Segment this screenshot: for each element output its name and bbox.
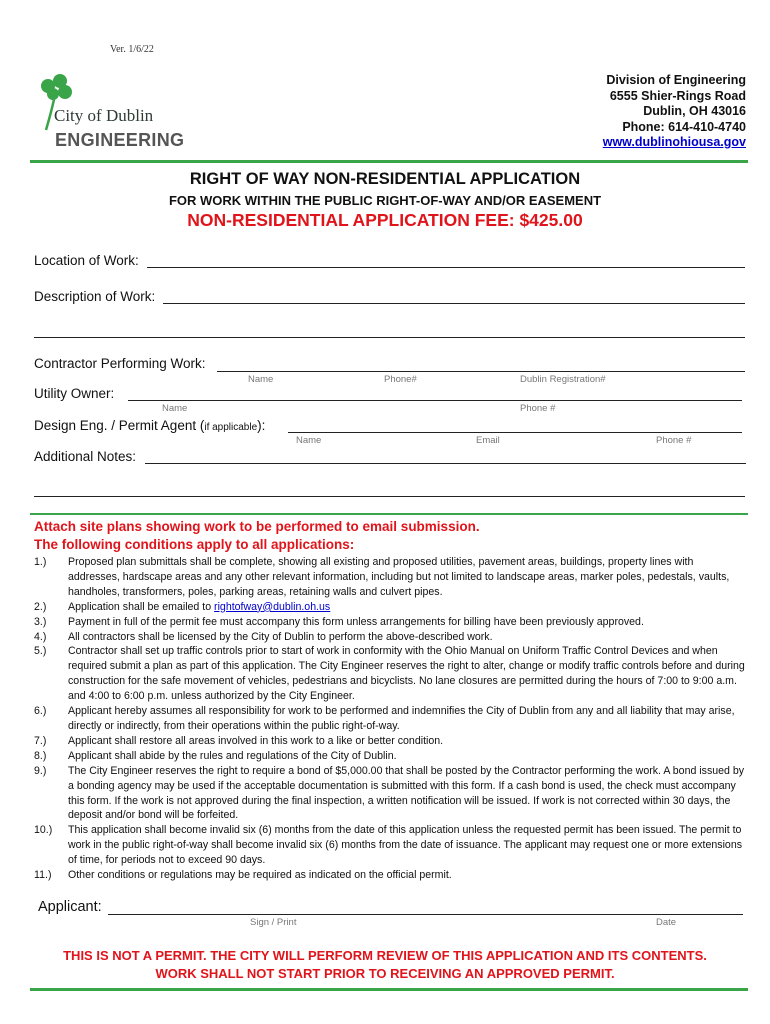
header-divider (30, 160, 748, 163)
condition-item: 1.) Proposed plan submittals shall be complete, showing all existing and proposed utilities, pavement areas, buildings, property lines with addresses, hardscape areas and any other relevant information, including but not limited to landscape areas, marker poles, pedestals, vaults, handholes, transformers, poles, parking areas, retaining walls and culvert pipes. (34, 556, 730, 598)
footer-divider (30, 988, 748, 991)
utility-owner-field[interactable] (128, 400, 742, 401)
contractor-name-caption: Name (248, 374, 274, 385)
division-street: 6555 Shier-Rings Road (609, 88, 746, 103)
condition-item: 3.) Payment in full of the permit fee must accompany this form unless arrangements for billing have been previously approved. (34, 615, 644, 628)
condition-item: 10.) This application shall become invalid six (6) months from the date of this application unless the requested permit has been issued. The permit to work in the public right-of-way shall become invalid six (6) months from the date of issuance. The applicant may request one or more extensions of time, for periods not to exceed 90 days. (34, 824, 743, 867)
contractor-registration-caption: Dublin Registration# (520, 374, 606, 385)
logo-department-text: ENGINEERING (55, 130, 185, 150)
city-of-dublin-logo (38, 72, 188, 152)
utility-phone-caption: Phone # (520, 403, 556, 414)
division-address-block (603, 73, 746, 151)
location-label: Location of Work: (34, 253, 139, 268)
description-field-line-2[interactable] (34, 337, 745, 338)
condition-item: 2.) Application shall be emailed to rightofway@dublin.oh.us (34, 600, 331, 613)
logo-city-text: City of Dublin (54, 106, 154, 125)
condition-item: 4.) All contractors shall be licensed by the City of Dublin to perform the above-described work. (34, 630, 493, 643)
additional-notes-field-line-2[interactable] (34, 496, 745, 497)
division-name: Division of Engineering (606, 73, 746, 87)
attach-plans-note: Attach site plans showing work to be performed to email submission. (34, 519, 480, 534)
utility-name-caption: Name (162, 403, 188, 414)
applicant-signature-field[interactable] (108, 914, 743, 915)
conditions-heading: The following conditions apply to all applications: (34, 537, 355, 552)
contractor-field[interactable] (217, 371, 745, 372)
work-start-warning: WORK SHALL NOT START PRIOR TO RECEIVING AN APPROVED PERMIT. (155, 966, 615, 981)
form-subtitle: FOR WORK WITHIN THE PUBLIC RIGHT-OF-WAY AND/OR EASEMENT (168, 193, 602, 208)
description-label: Description of Work: (34, 289, 156, 304)
condition-item: 8.) Applicant shall abide by the rules and regulations of the City of Dublin. (34, 749, 397, 762)
condition-item: 11.) Other conditions or regulations may be required as indicated on the official permit. (34, 869, 452, 882)
design-email-caption: Email (476, 435, 500, 446)
contractor-label: Contractor Performing Work: (34, 356, 206, 371)
division-phone: Phone: 614-410-4740 (622, 119, 746, 134)
sign-print-caption: Sign / Print (250, 917, 297, 928)
utility-owner-label: Utility Owner: (34, 386, 115, 401)
applicant-label: Applicant: (38, 899, 102, 915)
additional-notes-field[interactable] (145, 463, 746, 464)
design-phone-caption: Phone # (656, 435, 692, 446)
location-field[interactable] (147, 267, 745, 268)
condition-item: 7.) Applicant shall restore all areas involved in this work to a like or better condition. (34, 734, 444, 747)
condition-item: 5.) Contractor shall set up traffic controls prior to start of work in conformity with the Ohio Manual on Uniform Traffic Control Devices and when required submit a plan as part of this application. The City Engineer reserves the right to alter, change or modify traffic controls before and during construction for the safe movement of vehicles, pedestrians and bicyclists. No lane closures are permitted during the hours of 7:00 to 9:00 a.m. and 4:00 to 6:00 p.m. unless authorized by the City Engineer. (34, 645, 745, 703)
division-city: Dublin, OH 43016 (643, 104, 746, 118)
website-link[interactable]: www.dublinohiousa.gov (602, 135, 746, 149)
design-engineer-label: Design Eng. / Permit Agent (if applicable): (34, 418, 266, 433)
contractor-phone-caption: Phone# (384, 374, 417, 385)
conditions-divider (30, 513, 748, 515)
condition-item: 9.) The City Engineer reserves the right to require a bond of $5,000.00 that shall be posted by the Contractor performing the work. A bond issued by a bonding agency may be used if the acceptable documentation is submitted with this form. If a cash bond is used, the check must accompany this form. If the work is not approved during the final inspection, a written notification will be issued. If work is not corrected within 30 days, the deposit and/or bond will be forfeited. (34, 764, 745, 822)
email-link[interactable]: rightofway@dublin.oh.us (214, 600, 331, 613)
not-a-permit-warning: THIS IS NOT A PERMIT. THE CITY WILL PERFORM REVIEW OF THIS APPLICATION AND ITS CONTENTS. (63, 948, 707, 963)
condition-item: 6.) Applicant hereby assumes all responsibility for work to be performed and indemnifies the City of Dublin from any and all liability that may arise, directly or indirectly, from their operations within the public right-of-way. (34, 705, 735, 732)
description-field[interactable] (163, 303, 745, 304)
conditions-list (34, 555, 746, 883)
version-label: Ver. 1/6/22 (110, 44, 154, 55)
date-caption: Date (656, 917, 677, 928)
application-fee: NON-RESIDENTIAL APPLICATION FEE: $425.00 (187, 210, 583, 230)
additional-notes-label: Additional Notes: (34, 449, 137, 464)
design-engineer-field[interactable] (288, 432, 742, 433)
design-name-caption: Name (296, 435, 322, 446)
form-title: RIGHT OF WAY NON-RESIDENTIAL APPLICATION (189, 170, 581, 188)
